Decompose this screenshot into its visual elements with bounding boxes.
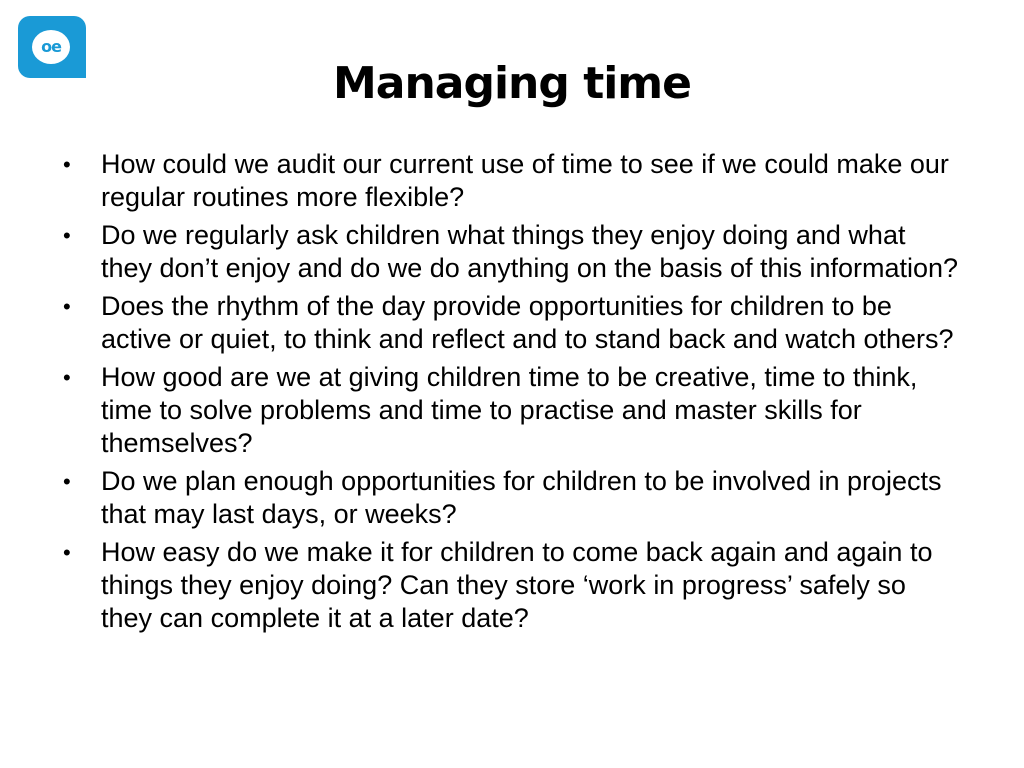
bullet-item <box>60 361 960 460</box>
logo-text: oe <box>41 37 61 56</box>
bullet-text: How could we audit our current use of time to see if we could make our regular routines more flexible? <box>101 149 949 212</box>
bullet-text: Do we plan enough opportunities for children to be involved in projects that may last days, or weeks? <box>101 466 942 529</box>
bullet-text: Do we regularly ask children what things they enjoy doing and what they don’t enjoy and do we do anything on the basis of this information? <box>101 220 959 283</box>
bullet-icon: • <box>63 469 71 494</box>
bullet-icon: • <box>63 152 71 177</box>
bullet-item <box>60 465 960 531</box>
bullet-item <box>60 536 960 635</box>
bullet-icon: • <box>63 365 71 390</box>
bullet-item <box>60 148 960 214</box>
slide-title: Managing time <box>332 58 691 109</box>
bullet-text: How good are we at giving children time to be creative, time to think, time to solve problems and time to practise and master skills for themselves? <box>101 362 918 458</box>
bullet-list <box>60 148 960 640</box>
bullet-text: How easy do we make it for children to come back again and again to things they enjoy doing? Can they store ‘work in progress’ safely so they can complete it at a later date? <box>101 537 933 633</box>
bullet-icon: • <box>63 540 71 565</box>
bullet-text: Does the rhythm of the day provide opportunities for children to be active or quiet, to think and reflect and to stand back and watch others? <box>101 291 954 354</box>
bullet-icon: • <box>63 294 71 319</box>
bullet-icon: • <box>63 223 71 248</box>
bullet-item <box>60 290 960 356</box>
bullet-item <box>60 219 960 285</box>
